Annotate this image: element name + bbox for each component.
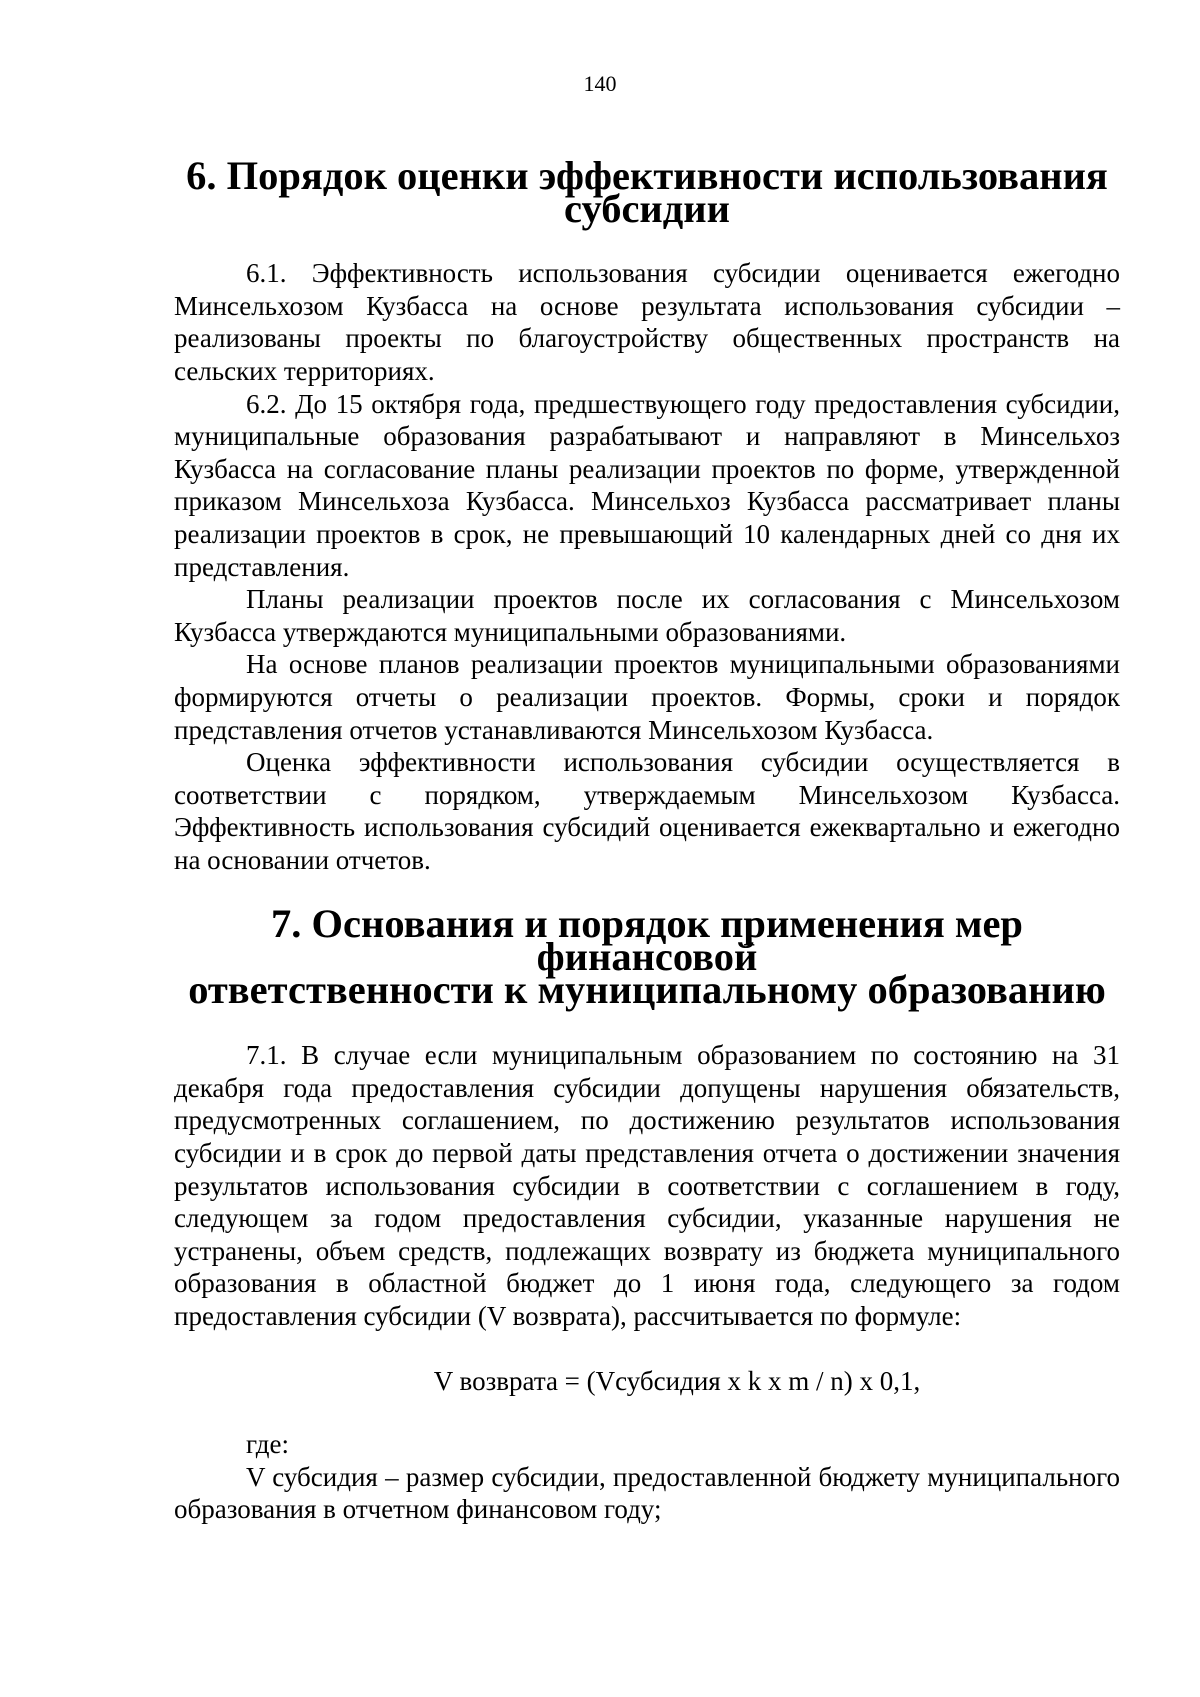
section-7-title — [174, 901, 1120, 1012]
paragraph-efficiency-assessment: Оценка эффективности использования субсидии осуществляется в соответствии с порядком, утверждаемым Минсельхозом Кузбасса. Эффективность использования субсидий оценивается ежеквартально и ежегодно на основании отчетов. — [174, 747, 1120, 875]
definition-v-subsidy: V субсидия – размер субсидии, предоставленной бюджету муниципального образования в отчетном финансовом году; — [174, 1461, 1120, 1525]
paragraph-reports: На основе планов реализации проектов муниципальными образованиями формируются отчеты о реализации проектов. Формы, сроки и порядок представления отчетов устанавливаются Минсельхозом Кузбасса. — [174, 649, 1120, 745]
paragraph-6-2: 6.2. До 15 октября года, предшествующего году предоставления субсидии, муниципальные образования разрабатывают и направляют в Минсельхоз Кузбасса на согласование планы реализации проектов по форме, утвержденной приказом Минсельхоза Кузбасса. Минсельхоз Кузбасса рассматривает планы реализации проектов в срок, не превышающий 10 календарных дней со дня их представления. — [174, 388, 1120, 582]
paragraph-7-1: 7.1. В случае если муниципальным образованием по состоянию на 31 декабря года предоставления субсидии допущены нарушения обязательств, предусмотренных соглашением, по достижению результатов использования субсидии и в срок до первой даты представления отчета о достижении значения результатов использования субсидии в соответствии с соглашением в году, следующем за годом предоставления субсидии, указанные нарушения не устранены, объем средств, подлежащих возврату из бюджета муниципального образования в областной бюджет до 1 июня года, следующего за годом предоставления субсидии (V возврата), рассчитывается по формуле: — [174, 1040, 1120, 1331]
section-7-title-line-1: 7. Основания и порядок применения мер финансовой — [271, 901, 1023, 980]
formula-where-label: где: — [246, 1429, 289, 1460]
paragraph-plans-approval: Планы реализации проектов после их согласования с Минсельхозом Кузбасса утверждаются муниципальными образованиями. — [174, 584, 1120, 647]
document-body — [174, 153, 1120, 1526]
section-7-title-line-2: ответственности к муниципальному образованию — [188, 966, 1106, 1012]
paragraph-6-1: 6.1. Эффективность использования субсидии оценивается ежегодно Минсельхозом Кузбасса на основе результата использования субсидии – реализованы проекты по благоустройству общественных пространств на сельских территориях. — [174, 258, 1120, 386]
refund-formula: V возврата = (Vсубсидия x k x m / n) x 0,1, — [433, 1365, 921, 1396]
section-6-title: 6. Порядок оценки эффективности использования субсидии — [186, 153, 1108, 231]
page-number: 140 — [583, 71, 617, 96]
